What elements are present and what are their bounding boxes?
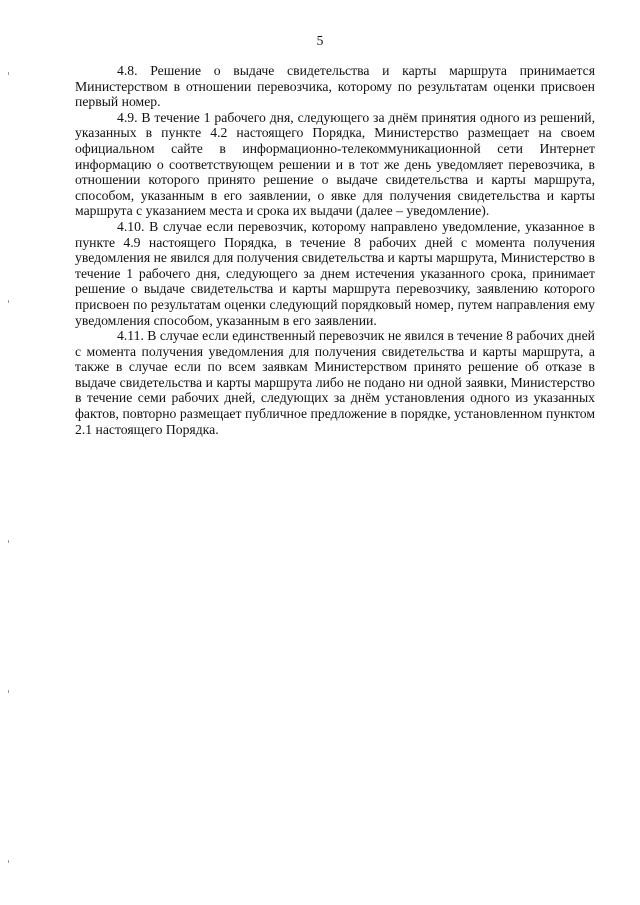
scan-mark [8, 72, 9, 75]
page-number: 5 [316, 33, 324, 48]
scan-mark [8, 690, 9, 693]
scan-mark [8, 300, 9, 303]
paragraph-4-10: 4.10. В случае если перевозчик, которому направлено уведомление, указанное в пункте 4.9 настоящего Порядка, в течение 8 рабочих дней с момента получения уведомления не явился для получения свидетельства и карты маршрута, Министерство в течение 1 рабочего дня, следующего за днем истечения указанного срока, принимает решение о выдаче свидетельства и карты маршрута перевозчику, заявлению которого присвоен по результатам оценки следующий порядковый номер, путем направления ему уведомления способом, указанным в его заявлении. [75, 218, 595, 328]
paragraph-4-11: 4.11. В случае если единственный перевозчик не явился в течение 8 рабочих дней с момента получения уведомления для получения свидетельства и карты маршрута, а также в случае если по всем заявкам Министерством принято решение об отказе в выдаче свидетельства и карты маршрута либо не подано ни одной заявки, Министерство в течение семи рабочих дней, следующих за днём установления одного из указанных фактов, повторно размещает публичное предложение в порядке, установленном пунктом 2.1 настоящего Порядка. [75, 328, 595, 437]
paragraph-4-8: 4.8. Решение о выдаче свидетельства и карты маршрута принимается Министерством в отношении перевозчика, которому по результатам оценки присвоен первый номер. [75, 63, 595, 110]
scan-mark [8, 860, 9, 863]
paragraph-4-9: 4.9. В течение 1 рабочего дня, следующего за днём принятия одного из решений, указанных в пункте 4.2 настоящего Порядка, Министерство размещает на своем официальном сайте в информационно-телекоммуникационной сети Интернет информацию о соответствующем решении и в тот же день уведомляет перевозчика, в отношении которого принято решение о выдаче свидетельства и карты маршрута, способом, указанным в его заявлении, о явке для получения свидетельства и карты маршрута с указанием места и срока их выдачи (далее – уведомление). [75, 109, 595, 219]
scan-mark [8, 540, 9, 543]
document-body [75, 63, 595, 437]
